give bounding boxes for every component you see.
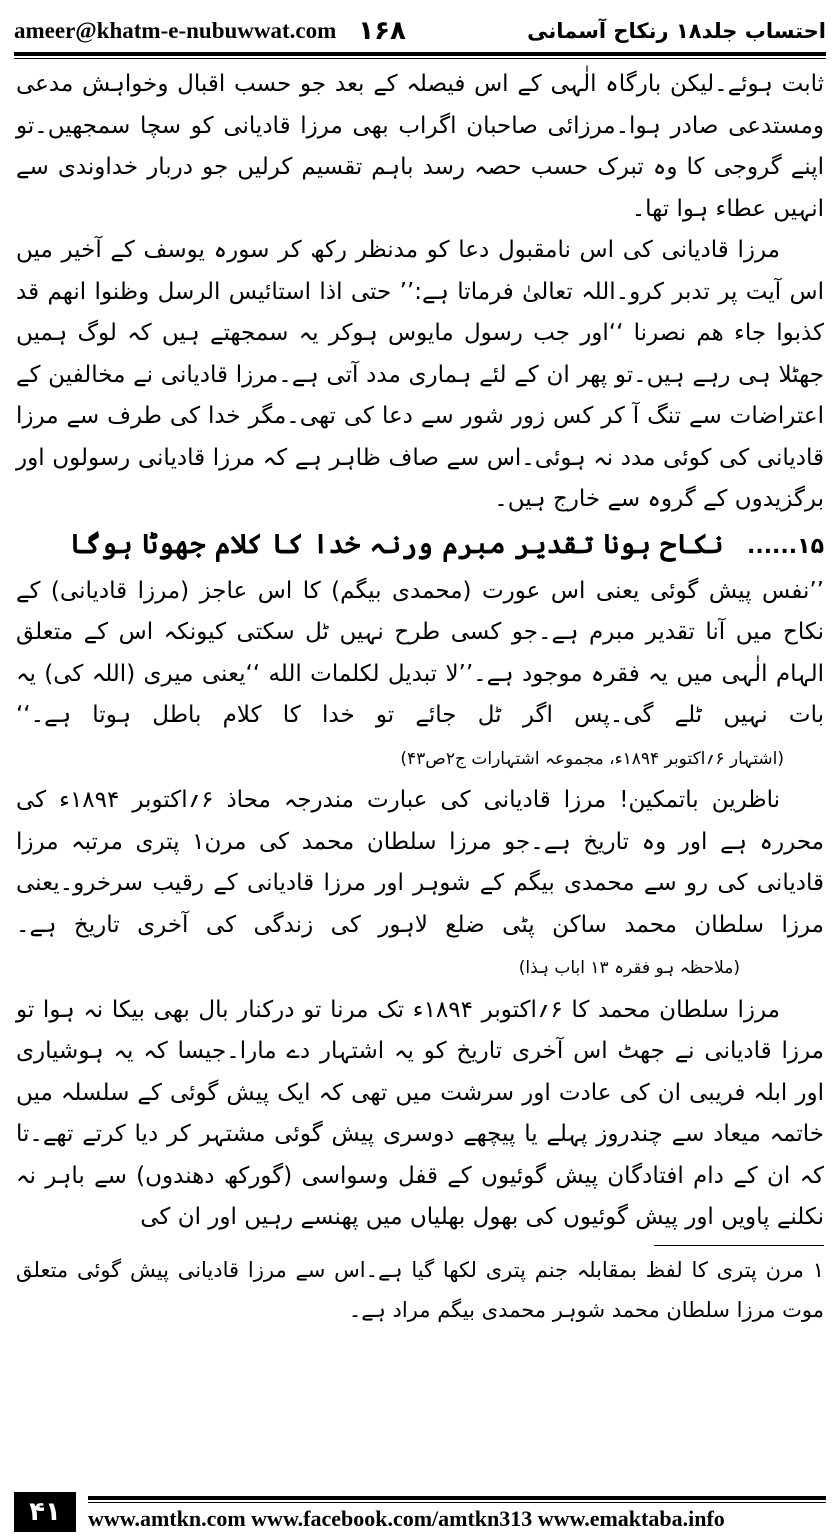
page-footer — [14, 1488, 826, 1532]
paragraph-1: ثابت ہوئے۔لیکن بارگاہ الٰہی کے اس فیصلہ کے بعد جو حسب اقبال وخواہش مدعی ومستدعی صادر ہوا۔مرزائی صاحبان اگراب بھی مرزا قادیانی کو سچا سمجھیں۔تو اپنے گروجی کا وہ تبرک حسب حصہ رسد باہم تقسیم کرلیں جو دربار خداوندی سے انہیں عطاء ہوا تھا۔ — [16, 71, 824, 222]
footer-rule — [88, 1496, 826, 1503]
header-rule — [14, 52, 826, 59]
page-header — [14, 12, 826, 50]
quote-paragraph — [16, 571, 824, 781]
footer-page-number: ۴۱ — [14, 1492, 76, 1532]
page-body — [16, 64, 824, 1330]
paragraph-3-note: (ملاحظہ ہو فقرہ ۱۳ اباب ہذا) — [518, 958, 740, 978]
quote-citation: (اشتہار ۶؍اکتوبر ۱۸۹۴ء، مجموعہ اشتہارات ج۲ص۴۳) — [400, 748, 784, 769]
header-page-number: ۱۶۸ — [358, 16, 406, 46]
header-left — [14, 16, 406, 46]
header-email: ameer@khatm-e-nubuwwat.com — [14, 18, 337, 43]
section-number: ۱۵...... — [746, 533, 824, 559]
quote-text: ’’نفس پیش گوئی یعنی اس عورت (محمدی بیگم) کا اس عاجز (مرزا قادیانی) کے نکاح میں آنا تقدیر مبرم ہے۔جو کسی طرح نہیں ٹل سکتی کیونکہ اس کے متعلق الہام الٰہی میں یہ فقرہ موجود ہے۔’’لا تبدیل لکلمات الله ‘‘یعنی میری (اللہ کی) یہ بات نہیں ٹلے گی۔پس اگر ٹل جائے تو خدا کا کلام باطل ہوتا ہے۔‘‘ — [16, 577, 824, 728]
paragraph-2: مرزا قادیانی کی اس نامقبول دعا کو مدنظر رکھ کر سورہ یوسف کے آخیر میں اس آیت پر تدبر کرو۔اللہ تعالیٰ فرماتا ہے:’’ حتی اذا استائیس الرسل وظنوا انهم قد کذبوا جاء هم نصرنا ‘‘اور جب رسول مایوس ہوکر یہ سمجھتے ہیں کہ لوگ ہمیں جھٹلا ہی رہے ہیں۔تو پھر ان کے لئے ہماری مدد آتی ہے۔مرزا قادیانی نے مخالفین کے اعتراضات سے تنگ آ کر کس زور شور سے دعا کی تھی۔مگر خدا کی طرف سے مرزا قادیانی کی کوئی مدد نہ ہوئی۔اس سے صاف ظاہر ہے کہ مرزا قادیانی رسولوں اور برگزیدوں کے گروہ سے خارج ہیں۔ — [16, 237, 824, 512]
section-heading — [16, 521, 824, 571]
paragraph-4: مرزا سلطان محمد کا ۶؍اکتوبر ۱۸۹۴ء تک مرنا تو درکنار بال بھی بیکا نہ ہوا تو مرزا قادیانی نے جھٹ اس آخری تاریخ کو یہ اشتہار دے مارا۔جیسا کہ یہ ہوشیاری اور ابلہ فریبی ان کی عادت اور سرشت میں تھی کہ ایک پیش گوئی کے سلسلہ میں خاتمہ میعاد سے چندروز پہلے یا پیچھے دوسری پیش گوئی مشتہر کر دیا کرتے تھے۔تا کہ ان کے دام افتادگان پیش گوئیوں کے قفل وسواسی (گورکھ دھندوں) سے باہر نہ نکلنے پاویں اور پیش گوئیوں کی بھول بھلیاں میں پھنسے رہیں اور ان کی — [16, 996, 824, 1230]
paragraph-3-text: ناظرین باتمکین! مرزا قادیانی کی عبارت مندرجہ محاذ ۶؍اکتوبر ۱۸۹۴ء کی محررہ ہے اور وہ تاریخ ہے۔جو مرزا سلطان محمد کی مرن۱ پتری مرتبہ مرزا قادیانی کی رو سے محمدی بیگم کے شوہر اور مرزا قادیانی کے رقیب سرخرو۔یعنی مرزا سلطان محمد ساکن پٹی ضلع لاہور کی زندگی کی آخری تاریخ ہے۔ — [16, 787, 824, 938]
section-heading-text: نکاح ہونا تقدیر مبرم ورنہ خدا کا کلام جھوٹا ہوگا — [69, 528, 724, 560]
footnote-divider — [654, 1245, 824, 1246]
footer-right — [76, 1496, 826, 1532]
footer-links: www.amtkn.com www.facebook.com/amtkn313 www.emaktaba.info — [88, 1506, 725, 1531]
running-title: احتساب جلد۱۸ رنکاح آسمانی — [527, 19, 826, 43]
footnote: ۱ مرن پتری کا لفظ بمقابلہ جنم پتری لکھا گیا ہے۔اس سے مرزا قادیانی پیش گوئی متعلق موت مرزا سلطان محمد شوہر محمدی بیگم مراد ہے۔ — [16, 1257, 824, 1322]
paragraph-3 — [16, 780, 824, 990]
